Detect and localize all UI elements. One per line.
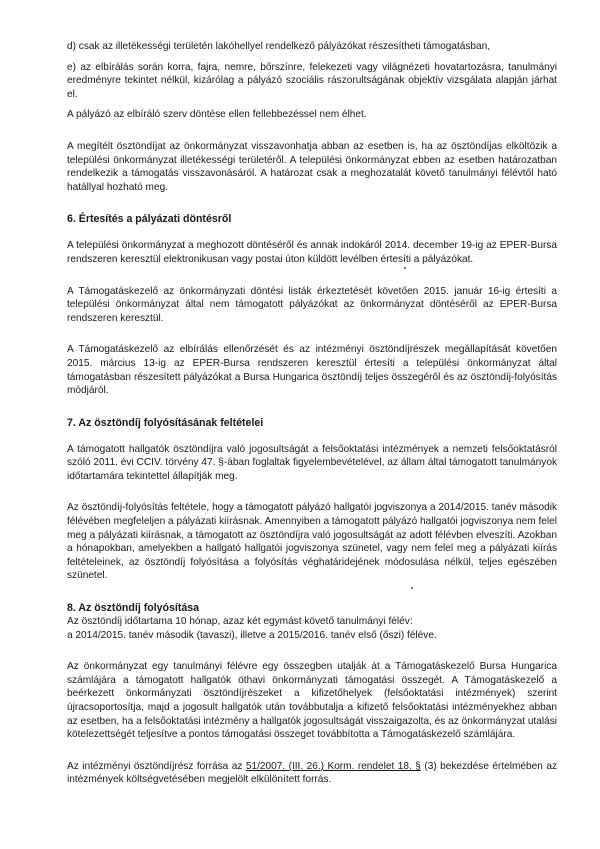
section-7-heading: 7. Az ösztöndíj folyósításának feltételei <box>67 416 264 429</box>
source-text-after: (3) bekezdése értelmében az intézmények költségvetésében megjelölt elkülönített forrás. <box>67 760 558 786</box>
section-6-heading: 6. Értesítés a pályázati döntésről <box>67 213 232 226</box>
regulation-reference: 51/2007. (III. 26.) Korm. rendelet 18. § <box>245 760 421 772</box>
section-6-paragraph-2: A Támogatáskezelő az önkormányzati döntési listák érkeztetését követően 2015. január 16-ig értesíti a települési önkormányzat által nem támogatott pályázókat az önkormányzat döntéséről az EPER-Bursa rendszeren keresztül. <box>67 285 557 324</box>
paragraph-revoke: A megítélt ösztöndíjat az önkormányzat visszavonhatja abban az esetben is, ha az ösztöndíjas elköltözik a települési önkormányzat illetékességi területéről. A települési önkormányzat ebben az esetben határozatban rendelkezik a támogatás visszavonásáról. A határozat csak a meghozatalát követő tanulmányi félévtől ható hatállyal hozható meg. <box>67 140 557 193</box>
section-8-heading: 8. Az ösztöndíj folyósítása <box>67 602 200 615</box>
section-8-paragraph-1: Az önkormányzat egy tanulmányi félévre egy összegben utalják át a Támogatáskezelő Bursa Hungarica számlájára a támogatott hallgatók öthavi önkormányzati támogatási összegét. A Támogatáskezelő a beérkezett önkormányzati ösztöndíjrészeket a kifizetőhelyek (felsőoktatási intézmények) szerint újracsoportosítja, majd a jogosult hallgatók után továbbutalja a kifizető felsőoktatási intézményekhez abban az esetben, ha a felsőoktatási intézmény a hallgatók jogosultságát visszaigazolta, és az önkormányzat utalási kötelezettségét teljesítve a pontos támogatási összeget továbbította a Támogatáskezelő számlájára. <box>67 661 557 741</box>
scan-speck <box>411 587 413 589</box>
section-7-paragraph-1: A támogatott hallgatók ösztöndíjra való jogosultságát a felsőoktatási intézmények a nemzeti felsőoktatásról szóló 2011. évi CCIV. törvény 47. §-ában foglaltak figyelembevételével, az állam által támogatott tanulmányok időtartamára tekintettel állapítják meg. <box>67 443 557 482</box>
section-6-paragraph-3: A Támogatáskezelő az elbírálás ellenőrzését és az intézményi ösztöndíjrészek megállapítását követően 2015. március 13-ig az EPER-Bursa rendszeren keresztül értesíti a települési önkormányzat által támogatásban részesített pályázókat a Bursa Hungarica ösztöndíj teljes összegéről és az ösztöndíj-folyósítás módjáról. <box>67 344 557 397</box>
paragraph-condition-d: d) csak az illetékességi területén lakóhellyel rendelkező pályázókat részesítheti támogatásban, <box>67 41 491 52</box>
section-6-paragraph-1: A települési önkormányzat a meghozott döntéséről és annak indokáról 2014. december 19-ig az EPER-Bursa rendszeren keresztül elektronikusan vagy postai úton küldött levélben értesíti a pályázókat. <box>67 240 557 265</box>
scan-speck <box>404 267 406 269</box>
section-8-paragraph-2 <box>67 760 557 787</box>
section-8-duration-line: Az ösztöndíj időtartama 10 hónap, azaz két egymást követő tanulmányi félév: <box>67 616 413 628</box>
section-8-semesters-line: a 2014/2015. tanév második (tavaszi), illetve a 2015/2016. tanév első (őszi) féléve. <box>67 629 437 641</box>
section-7-paragraph-2: Az ösztöndíj-folyósítás feltétele, hogy a támogatott pályázó hallgatói jogviszonya a 2014/2015. tanév második félévében megfeleljen a pályázati kiírásnak. Amennyiben a támogatott pályázó hallgatói jogviszonya nem felel meg a pályázati kiírásnak, a támogatott az ösztöndíjra való jogosultságát az adott félévben elveszíti. Azokban a hónapokban, amelyekben a hallgató hallgatói jogviszonya szünetel, vagy nem felel meg a pályázati kiírás feltételeinek, az ösztöndíj folyósítása a folyósítás véghatáridejének módosulása nélkül, teljes egészében szünetel. <box>67 502 557 582</box>
document-page <box>67 40 557 787</box>
paragraph-appeal: A pályázó az elbíráló szerv döntése ellen fellebbezéssel nem élhet. <box>67 109 367 121</box>
paragraph-condition-e: e) az elbírálás során korra, fajra, nemre, bőrszínre, felekezeti vagy világnézeti hovatartozásra, tanulmányi eredményre tekintet nélkül, kizárólag a pályázó szociális rászorultságának objektív vizsgálata alapján járhat el. <box>67 61 557 100</box>
source-text-before: Az intézményi ösztöndíjrész forrása az <box>67 760 246 772</box>
